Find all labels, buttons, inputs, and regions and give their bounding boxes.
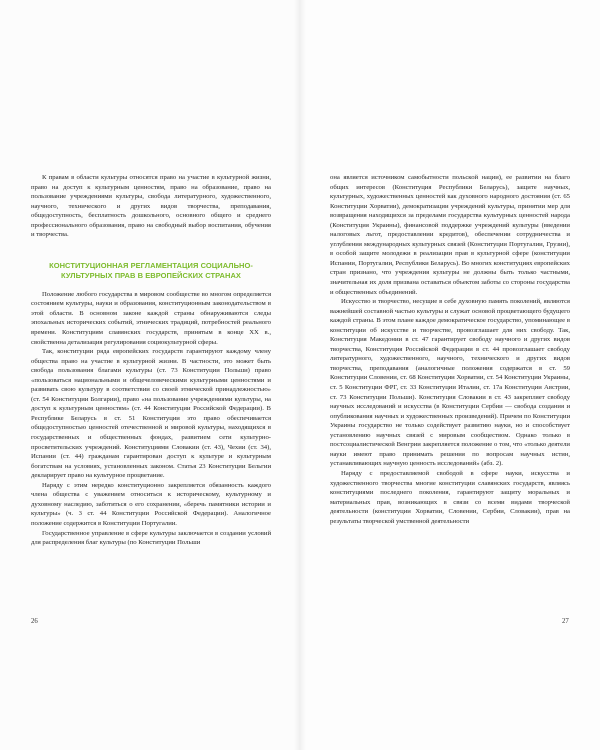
- body-paragraph: Так, конституции ряда европейских государств гарантируют каждому члену общества право на участие в культурной жизни. В частности, это может быть свобода пользования благами культуры (ст. 73 Конституции Польши) право «пользоваться национальными и общечеловеческими культурными ценностями и развивать свою культуру в соответствии со своей этнической принадлежностью» (ст. 54 Конституции Болгарии), право «на пользование учреждениями культуры, на доступ к культурным ценностям» (ст. 44 Конституции Российской Федерации). В Республике Беларусь в ст. 51 Конституции это право обеспечивается общедоступностью ценностей отечественной и мировой культуры, находящихся в государственных и общественных фондах, развитием сети культурно-просветительских учреждений. Конституциями Словакии (ст. 43), Чехии (ст. 34), Испании (ст. 44) гражданам гарантирован доступ к культуре и культурным богатствам на условиях, установленных законом. Статья 23 Конституции Бельгии декларирует право на культурное процветание.: [31, 348, 271, 480]
- page-number-right: 27: [562, 618, 569, 625]
- body-paragraph: Государственное управление в сфере культуры заключается в создании условий для распределения благ культуры (по Конституции Польши: [31, 529, 271, 547]
- body-paragraph: Искусство и творчество, несущие в себе духовную память поколений, являются важнейшей составной частью культуры и служат основой процветающего будущего каждой страны. В этом плане каждое демократическое государство, упоминающее в конституции об искусстве и творчестве, провозглашает для них свободу. Так, Конституция Македонии в ст. 47 гарантирует свободу научного и других видов творчества, Конституция Российской Федерации в ст. 44 провозглашает свободу литературного, художественного, научного, технического и других видов творчества, преподавания (аналогичные положения содержатся в ст. 59 Конституции Словении, ст. 68 Конституции Хорватии, ст. 54 Конституции Украины, ст. 5 Конституции ФРГ, ст. 33 Конституции Италии, ст. 17а Конституции Австрии, ст. 73 Конституции Польши). Конституция Словакии в ст. 43 закрепляет свободу научных исследований и искусства (в Конституции Сербии — свобода создания и опубликования научных и художественных произведений). Причем по Конституции Украины государство не только содействует развитию науки, но и способствует установлению научных связей с мировым сообществом. Однако только в постсоциалистической Венгрии закрепляется положение о том, что «только деятели науки имеют право принимать решения по вопросам научных истин, устанавливающих научную ценность исследований» (абз. 2).: [330, 298, 570, 468]
- left-text-column: [31, 173, 271, 548]
- body-paragraph: Наряду с этим нередко конституционно закрепляется обязанность каждого члена общества с уважением относиться к историческому, культурному и духовному наследию, заботиться о его сохранении, «беречь памятники истории и культуры» (ч. 3 ст. 44 Конституции Российской Федерации). Аналогичное положение содержится в Конституции Португалии.: [31, 481, 271, 527]
- section-heading: КОНСТИТУЦИОННАЯ РЕГЛАМЕНТАЦИЯ СОЦИАЛЬНО-КУЛЬТУРНЫХ ПРАВ В ЕВРОПЕЙСКИХ СТРАНАХ: [49, 260, 253, 281]
- body-paragraph: она является источником самобытности польской нации), ее развитии на благо общих интересов (Конституция Республики Беларусь), защите научных, культурных, художественных ценностей как духовного народного достояния (ст. 65 Конституции Хорватии), демократизации учреждений культуры, принятии мер для возвращения находящихся за пределами государства культурных ценностей народа (Конституция Украины), финансовой поддержке учреждений культуры (введении налоговых льгот, предоставлении кредитов), обеспечении сотрудничества и углубления международных культурных связей (Конституции Португалии, Грузии), в особой защите молодежи в реализации прав в культурной сфере (конституции Испании, Португалии, Республики Беларусь). Во многих конституциях европейских стран признано, что учреждения культуры не должны быть только частными, значительная их доля призвана оставаться объектом заботы со стороны государства и общественных объединений.: [330, 174, 570, 296]
- book-gutter: [294, 0, 306, 750]
- body-paragraph: Наряду с предоставляемой свободой в сфере науки, искусства и художественного творчества многие конституции славянских государств, являясь конституциями последнего поколения, гарантируют защиту моральных и материальных прав, возникающих в связи со всеми видами творческой деятельности (конституции Хорватии, Словении, Сербии, Словакии), прав на результаты творческой умственной деятельности: [330, 469, 570, 525]
- body-paragraph: Положение любого государства в мировом сообществе во многом определяется состоянием культуры, науки и образования, конституционным законодательством в этой области. В основном законе каждой страны обнаруживаются следы эпохальных исторических событий, этнических традиций, потребностей реального времени. Конституциям славянских государств, принятым в конце XX в., свойственна детализация регулирования социокультурной сферы.: [31, 290, 271, 346]
- page-number-left: 26: [31, 618, 38, 625]
- intro-paragraph: К правам в области культуры относятся право на участие в культурной жизни, право на доступ к культурным ценностям, право на образование, право на пользование учреждениями культуры, свобода литературного, художественного, научного, технического и других видов творчества, преподавания, общедоступность, бесплатность дошкольного, основного общего и среднего профессионального образования, право на свободный выбор воспитания, обучения и творчества.: [31, 174, 271, 239]
- right-text-column: [330, 173, 570, 526]
